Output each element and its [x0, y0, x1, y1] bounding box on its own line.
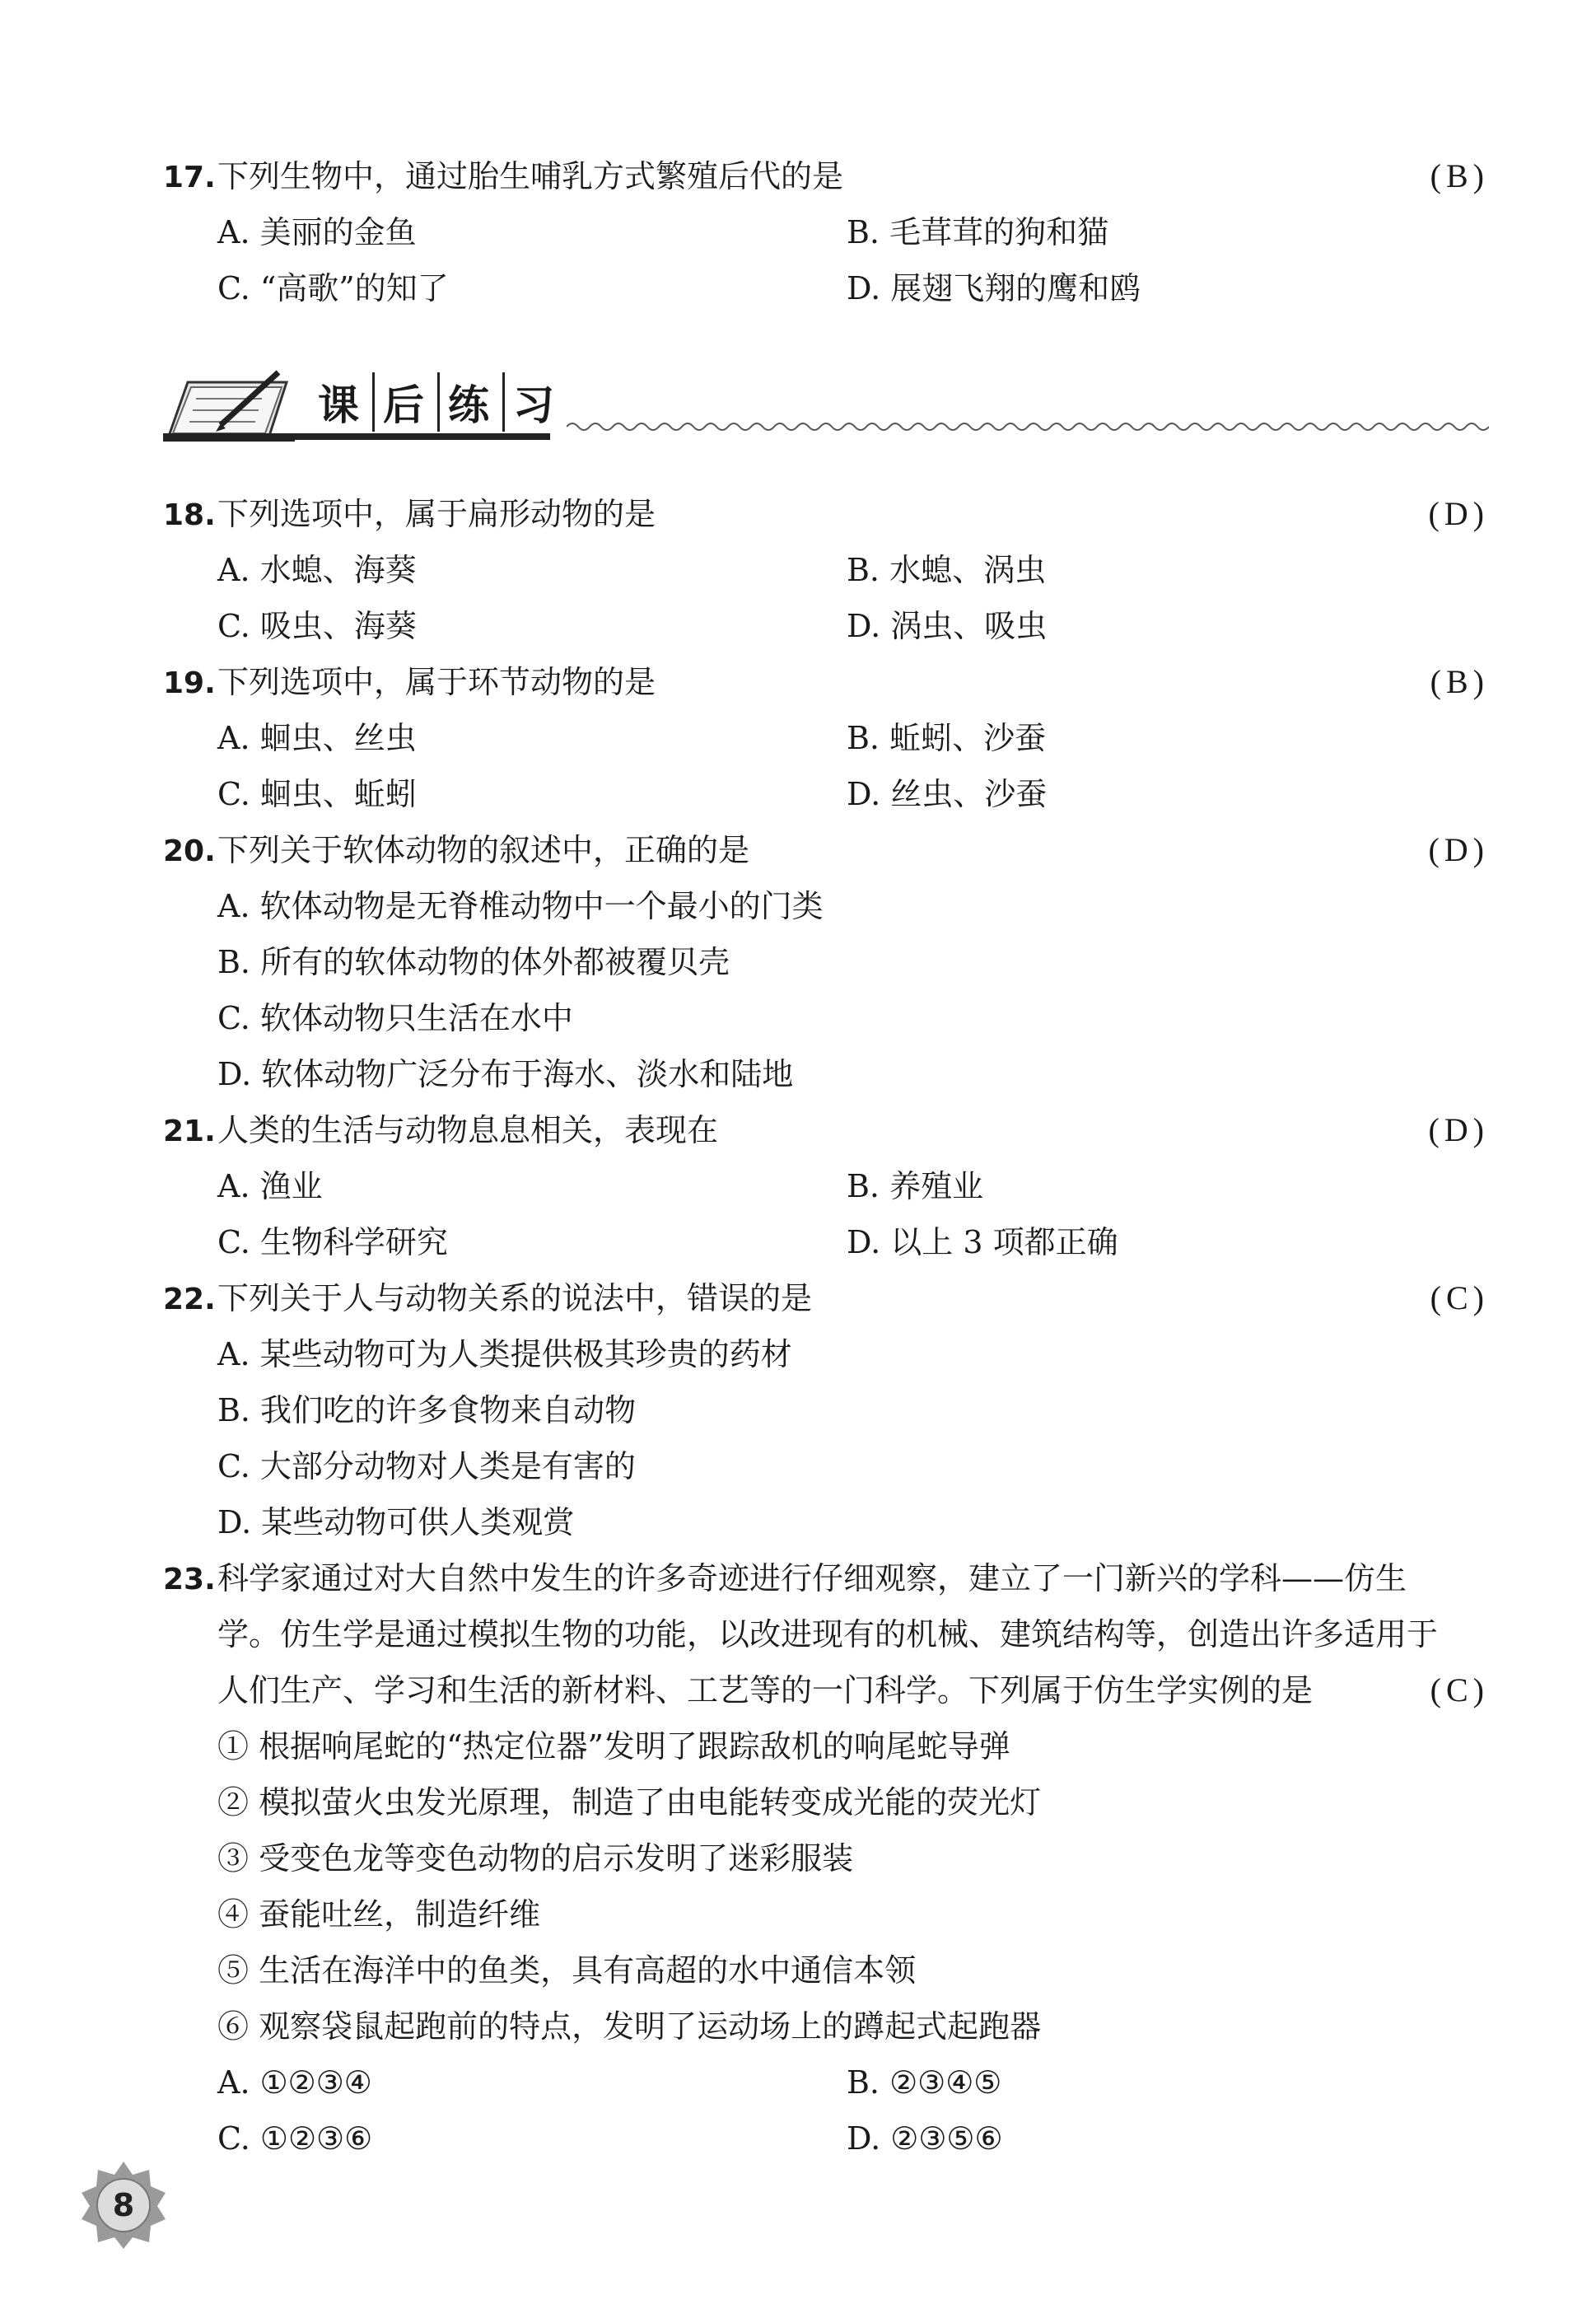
- question-stem: 人类的生活与动物息息相关，表现在: [217, 1112, 719, 1148]
- option-b: B. 养殖业: [847, 1168, 984, 1204]
- question-19: [163, 654, 1489, 822]
- statement-item: ③ 受变色龙等变色动物的启示发明了迷彩服装: [217, 1840, 854, 1877]
- option-a: A. 水螅、海葵: [217, 552, 417, 588]
- question-stem: 下列关于软体动物的叙述中，正确的是: [217, 832, 750, 868]
- option-a: A. 蛔虫、丝虫: [217, 720, 417, 756]
- section-title-char: 后: [375, 372, 440, 432]
- statement-item: ④ 蚕能吐丝，制造纤维: [217, 1896, 541, 1933]
- question-stem-line: 人们生产、学习和生活的新材料、工艺等的一门科学。下列属于仿生学实例的是: [217, 1672, 1314, 1708]
- question-number: 20.: [163, 834, 216, 868]
- option-a: A. 软体动物是无脊椎动物中一个最小的门类: [217, 888, 824, 924]
- question-21: [163, 1102, 1489, 1270]
- option-a: A. ①②③④: [217, 2064, 372, 2101]
- question-stem-line: 学。仿生学是通过模拟生物的功能，以改进现有的机械、建筑结构等，创造出许多适用于: [217, 1616, 1439, 1652]
- option-a: A. 某些动物可为人类提供极其珍贵的药材: [217, 1336, 792, 1372]
- option-c: C. 大部分动物对人类是有害的: [217, 1448, 636, 1484]
- question-number: 22.: [163, 1283, 216, 1316]
- question-22: [163, 1270, 1489, 1550]
- option-d: D. 以上 3 项都正确: [847, 1224, 1118, 1260]
- section-title: [310, 372, 567, 432]
- answer-mark: (D): [1428, 1111, 1489, 1148]
- section-title-char: 习: [513, 381, 559, 429]
- question-17: [163, 148, 1489, 316]
- page-number: 8: [112, 2187, 135, 2223]
- option-d: D. 某些动物可供人类观赏: [217, 1504, 575, 1540]
- question-stem: 下列生物中，通过胎生哺乳方式繁殖后代的是: [217, 158, 844, 194]
- option-c: C. 蛔虫、蚯蚓: [217, 776, 417, 812]
- question-stem: 下列选项中，属于扁形动物的是: [217, 496, 656, 532]
- question-number: 21.: [163, 1115, 216, 1148]
- page-number-badge: [78, 2160, 169, 2251]
- notebook-pen-icon: [163, 366, 295, 442]
- option-c: C. 吸虫、海葵: [217, 608, 417, 644]
- option-c: C. “高歌”的知了: [217, 270, 449, 306]
- option-d: D. ②③⑤⑥: [847, 2120, 1003, 2157]
- answer-mark: (C): [1430, 1279, 1489, 1316]
- option-d: D. 丝虫、沙蚕: [847, 776, 1048, 812]
- section-underline: [163, 433, 550, 440]
- option-d: D. 软体动物广泛分布于海水、淡水和陆地: [217, 1056, 794, 1092]
- option-c: C. ①②③⑥: [217, 2120, 373, 2157]
- section-title-char: 练: [440, 372, 505, 432]
- option-b: B. 我们吃的许多食物来自动物: [217, 1392, 637, 1428]
- answer-mark: (B): [1430, 663, 1489, 700]
- statement-item: ① 根据响尾蛇的“热定位器”发明了跟踪敌机的响尾蛇导弹: [217, 1728, 1010, 1764]
- wavy-divider: [567, 417, 1489, 437]
- option-c: C. 生物科学研究: [217, 1224, 448, 1260]
- option-d: D. 展翅飞翔的鹰和鸥: [847, 270, 1141, 306]
- section-header: [163, 362, 1489, 445]
- question-number: 23.: [163, 1563, 216, 1596]
- option-b: B. 水螅、涡虫: [847, 552, 1047, 588]
- option-b: B. ②③④⑤: [847, 2064, 1002, 2101]
- question-stem-line: 科学家通过对大自然中发生的许多奇迹进行仔细观察，建立了一门新兴的学科——仿生: [217, 1560, 1407, 1596]
- answer-mark: (D): [1428, 831, 1489, 868]
- section-title-char: 课: [310, 372, 375, 432]
- answer-mark: (B): [1430, 157, 1489, 194]
- question-stem: 下列选项中，属于环节动物的是: [217, 664, 656, 700]
- option-c: C. 软体动物只生活在水中: [217, 1000, 573, 1036]
- option-a: A. 美丽的金鱼: [217, 214, 417, 250]
- option-a: A. 渔业: [217, 1168, 323, 1204]
- question-number: 18.: [163, 498, 216, 532]
- question-number: 17.: [163, 161, 216, 194]
- question-stem: 下列关于人与动物关系的说法中，错误的是: [217, 1280, 813, 1316]
- question-18: [163, 486, 1489, 654]
- option-b: B. 所有的软体动物的体外都被覆贝壳: [217, 944, 730, 980]
- option-d: D. 涡虫、吸虫: [847, 608, 1048, 644]
- option-b: B. 毛茸茸的狗和猫: [847, 214, 1109, 250]
- statement-item: ② 模拟萤火虫发光原理，制造了由电能转变成光能的荧光灯: [217, 1784, 1042, 1821]
- question-20: [163, 822, 1489, 1102]
- statement-item: ⑥ 观察袋鼠起跑前的特点，发明了运动场上的蹲起式起跑器: [217, 2008, 1042, 2045]
- answer-mark: (D): [1428, 495, 1489, 532]
- statement-item: ⑤ 生活在海洋中的鱼类，具有高超的水中通信本领: [217, 1952, 917, 1989]
- question-23: [163, 1550, 1489, 2166]
- option-b: B. 蚯蚓、沙蚕: [847, 720, 1047, 756]
- answer-mark: (C): [1430, 1671, 1489, 1708]
- question-number: 19.: [163, 666, 216, 700]
